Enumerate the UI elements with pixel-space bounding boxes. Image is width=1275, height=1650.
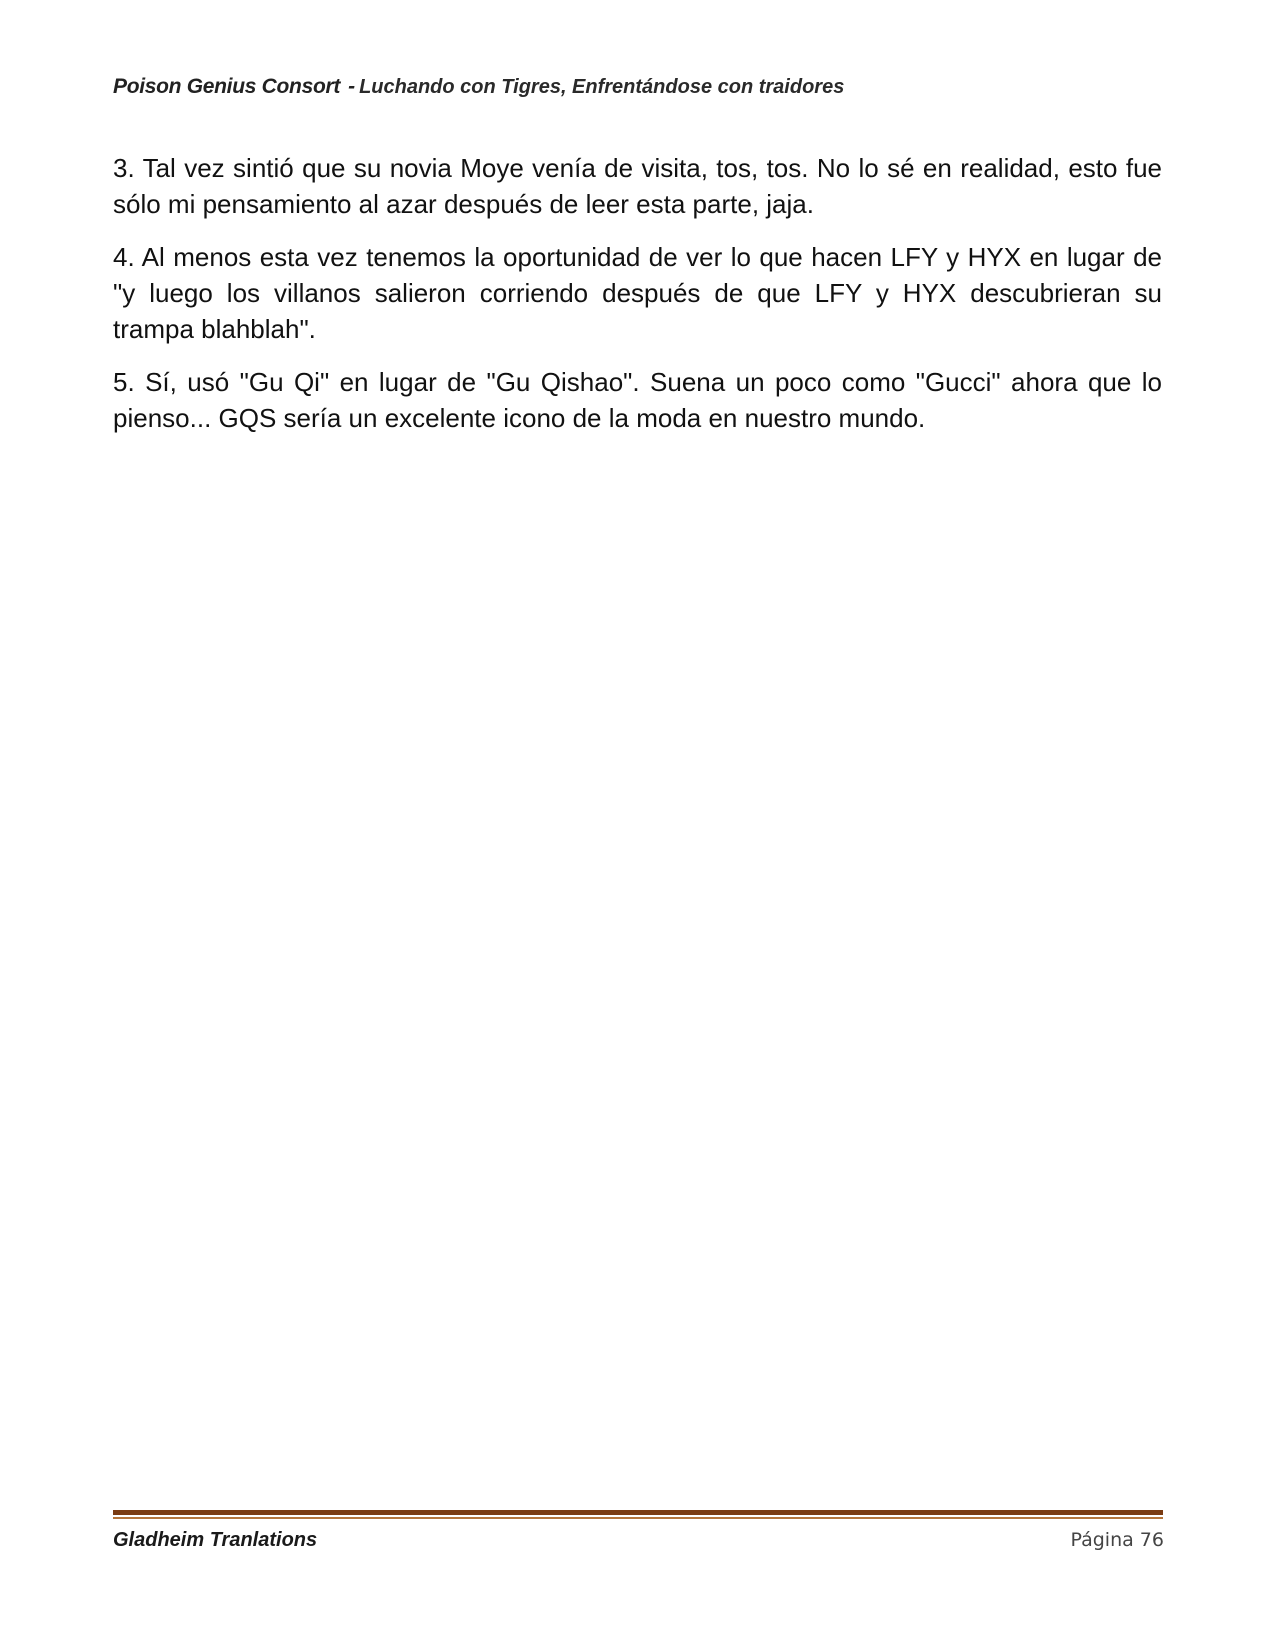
note-paragraph-5: 5. Sí, usó "Gu Qi" en lugar de "Gu Qishao". Suena un poco como "Gucci" ahora que lo pienso... GQS sería un excelente icono de la moda en nuestro mundo. <box>113 367 1162 433</box>
note-paragraph-3: 3. Tal vez sintió que su novia Moye venía de visita, tos, tos. No lo sé en realidad, esto fue sólo mi pensamiento al azar después de leer esta parte, jaja. <box>113 153 1162 219</box>
footer-divider-thin <box>113 1517 1163 1519</box>
footer-publisher: Gladheim Tranlations <box>113 1529 318 1551</box>
header-separator: - <box>348 75 356 98</box>
chapter-title: Luchando con Tigres, Enfrentándose con traidores <box>359 76 845 98</box>
notes-body <box>113 150 1162 453</box>
book-title: Poison Genius Consort <box>113 75 341 98</box>
footer-divider <box>113 1510 1163 1520</box>
page-header <box>113 74 1163 100</box>
page-number: Página 76 <box>1070 1529 1164 1551</box>
note-paragraph-4: 4. Al menos esta vez tenemos la oportunidad de ver lo que hacen LFY y HYX en lugar de "y luego los villanos salieron corriendo después de que LFY y HYX descubrieran su trampa blahblah". <box>113 242 1162 344</box>
footer-divider-thick <box>113 1510 1163 1515</box>
